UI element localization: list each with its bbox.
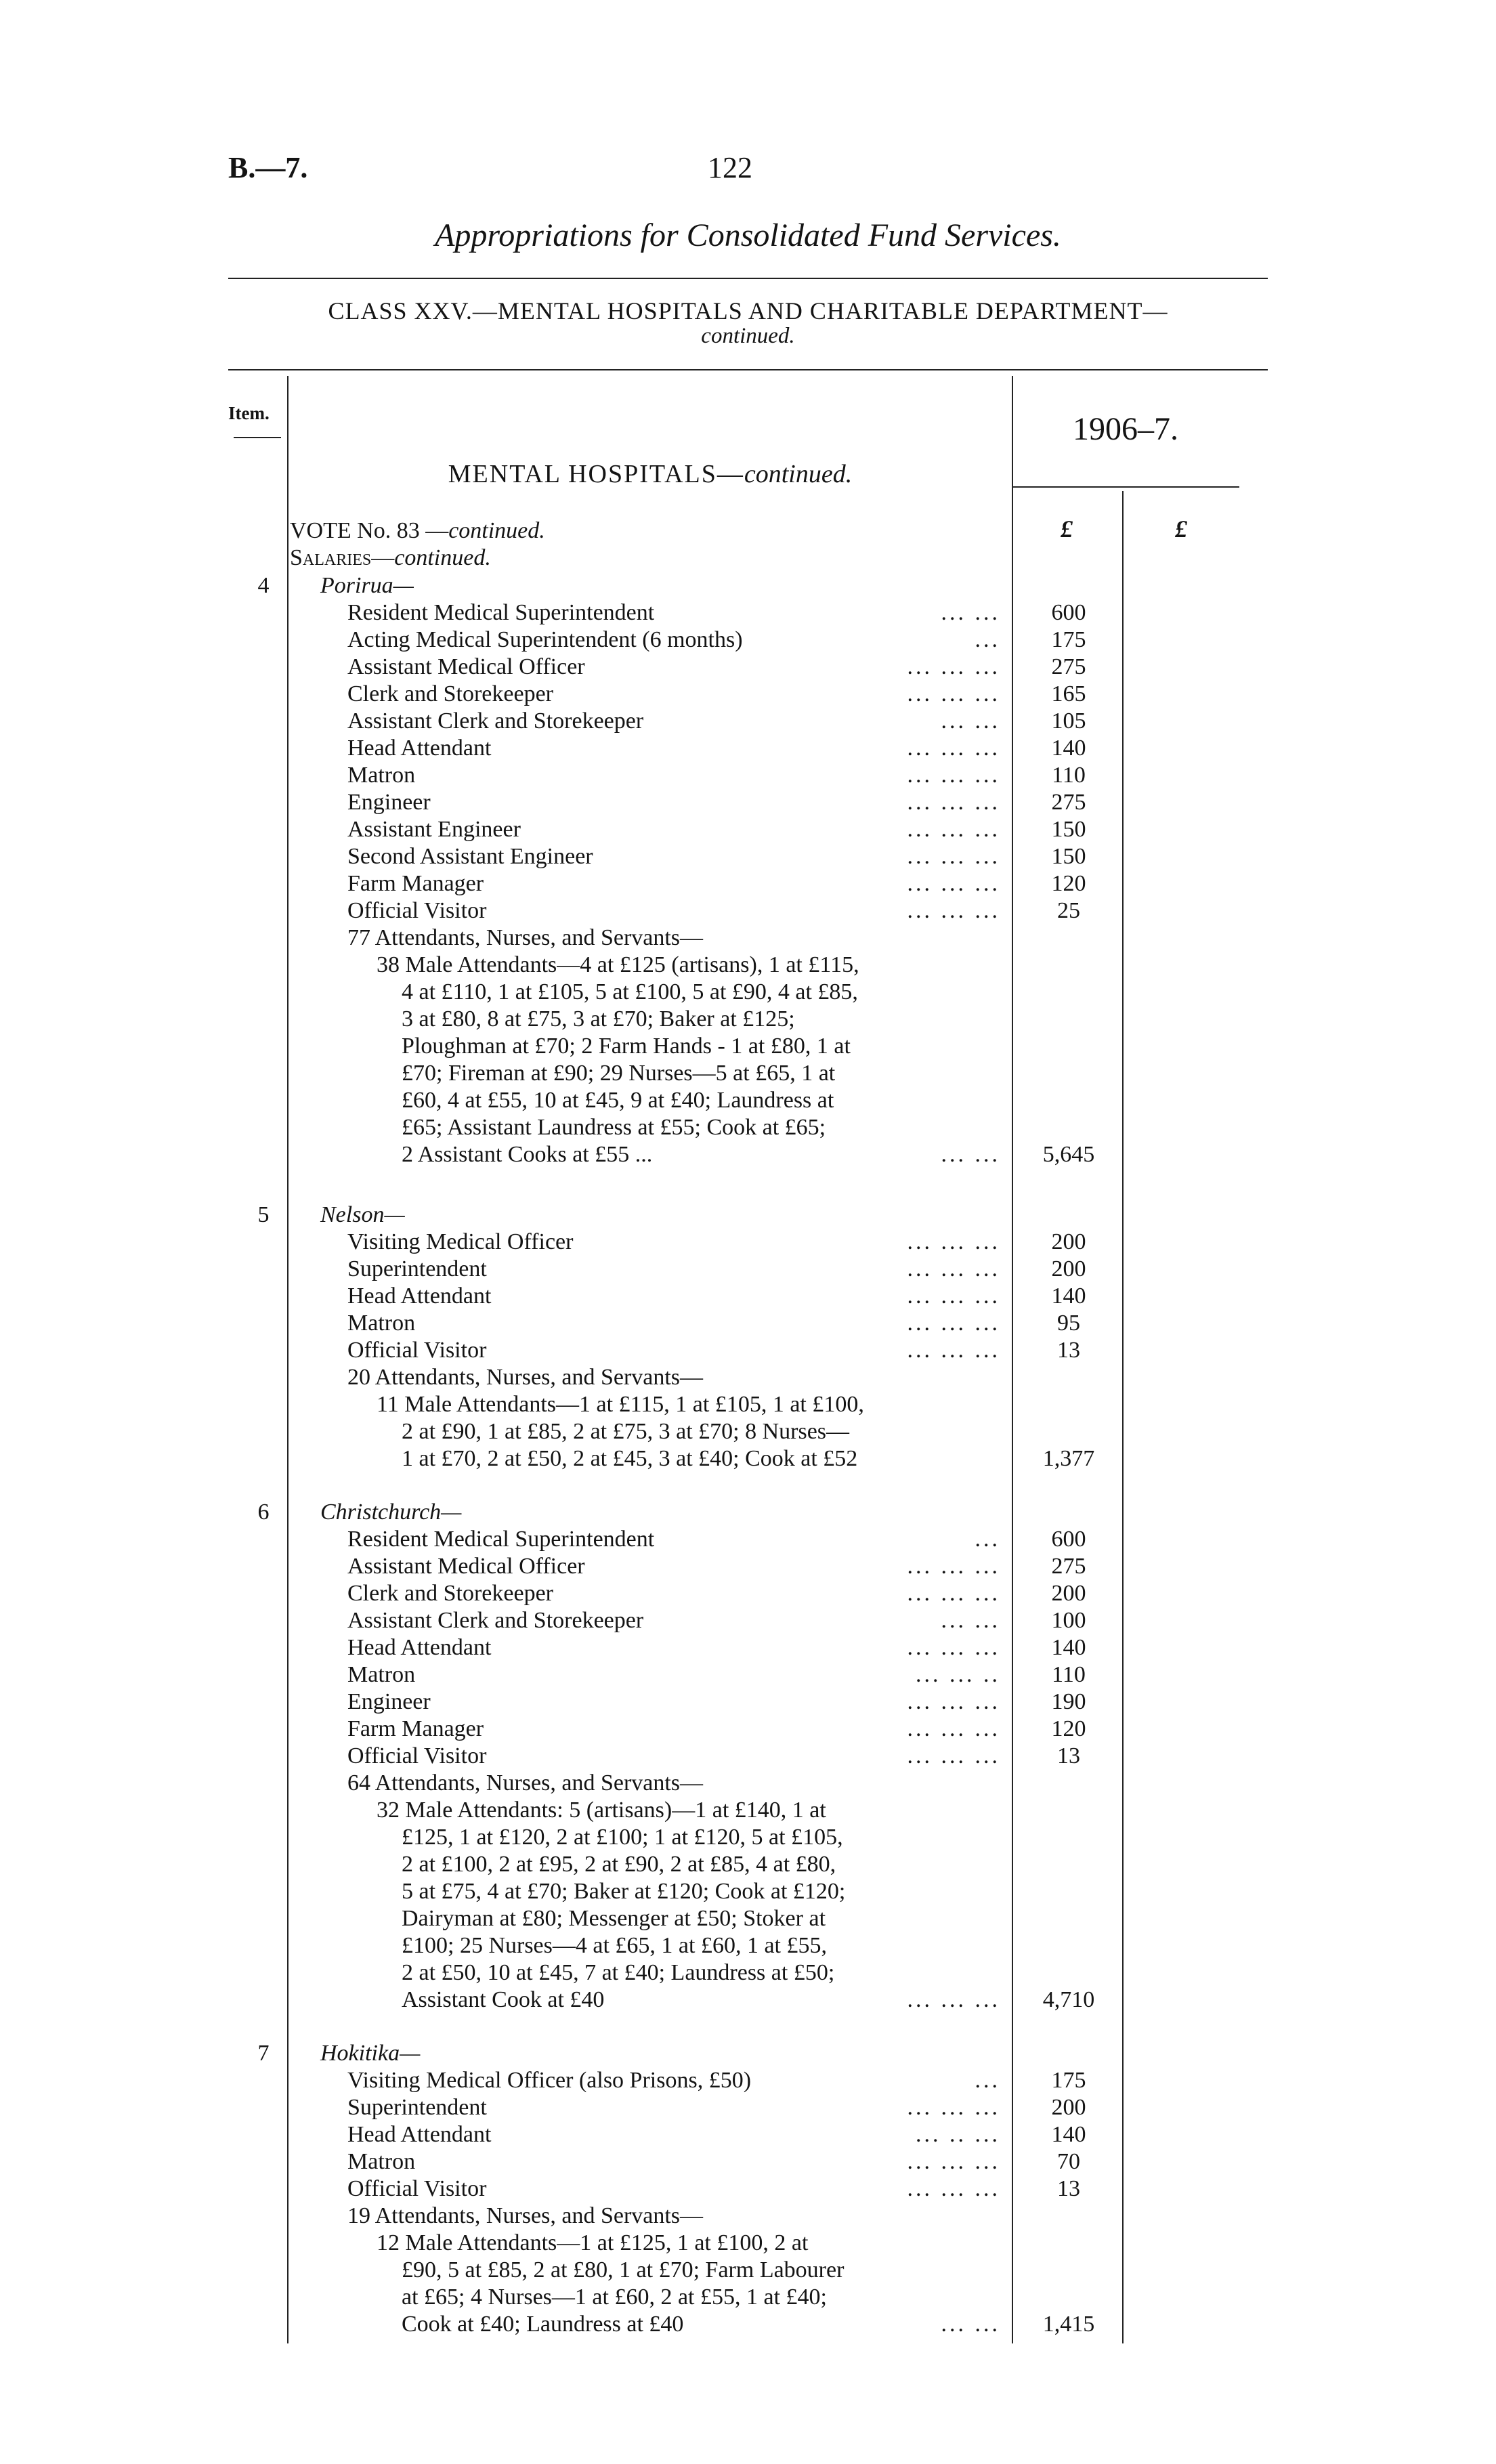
row-description: Clerk and Storekeeper [347,681,553,706]
row-description: Head Attendant [347,2122,492,2147]
appropriation-row [290,2067,1086,2094]
appropriation-row [290,1256,1086,1283]
row-description: 3 at £80, 8 at £75, 3 at £70; Baker at £125; [402,1006,795,1032]
row-amount: 275 [1051,790,1086,815]
row-amount: 13 [1057,1743,1080,1768]
row-amount: 120 [1051,1716,1086,1741]
item-column-header: Item. [228,403,270,423]
row-description: 19 Attendants, Nurses, and Servants— [347,2203,704,2228]
row-amount: 5,645 [1042,1142,1095,1167]
row-amount: 200 [1051,1256,1086,1281]
leader-dots: ... .. ... [916,2122,1000,2147]
row-description: Official Visitor [347,2176,487,2201]
row-amount: 200 [1051,1581,1086,1606]
row-amount: 105 [1051,708,1086,734]
document-code: B.—7. [228,151,308,184]
row-description: Matron [347,763,416,788]
row-description: Head Attendant [347,1635,492,1660]
row-description: Engineer [347,790,431,815]
row-description: 12 Male Attendants—1 at £125, 1 at £100, 2 at [377,2230,809,2255]
appropriation-row [290,2121,1086,2148]
appropriation-row [290,1418,1012,1445]
page-number: 122 [708,151,752,184]
item-column-rule [287,376,288,2343]
row-amount: 13 [1057,2176,1080,2201]
leader-dots: ... ... ... [907,1635,1000,1660]
row-description: Assistant Medical Officer [347,1554,585,1579]
leader-dots: ... ... .. [916,1662,1000,1687]
appropriation-row [290,789,1086,816]
row-description: Official Visitor [347,898,487,923]
row-description: Official Visitor [347,1743,487,1768]
row-amount: 13 [1057,1338,1080,1363]
salaries-continued: continued. [394,545,491,570]
leader-dots: ... ... [941,1142,1000,1167]
appropriation-row [290,1797,1012,1824]
leader-dots: ... ... ... [907,2095,1000,2120]
leader-dots: ... ... ... [907,790,1000,815]
leader-dots: ... ... ... [907,736,1000,761]
year-header: 1906–7. [1073,411,1178,447]
row-amount: 200 [1051,1229,1086,1254]
leader-dots: ... ... ... [907,1987,1000,2012]
item-heading [290,2040,1012,2067]
row-amount: 140 [1051,1283,1086,1309]
row-description: Official Visitor [347,1338,487,1363]
appropriation-row [290,2257,1012,2284]
leader-dots: ... ... ... [907,1716,1000,1741]
appropriation-row [290,1661,1086,1688]
row-description: 2 at £90, 1 at £85, 2 at £75, 3 at £70; 8 Nurses— [402,1419,850,1444]
row-description: 2 at £100, 2 at £95, 2 at £90, 2 at £85, 4 at £80, [402,1852,836,1877]
appropriation-row [290,2148,1080,2175]
row-amount: 140 [1051,1635,1086,1660]
item-number: 6 [257,1500,270,1525]
page-title: Appropriations for Consolidated Fund Services. [435,217,1061,253]
row-description: Resident Medical Superintendent [347,1527,655,1552]
appropriation-row [290,1087,1012,1114]
appropriation-row [290,1905,1012,1932]
row-description: 38 Male Attendants—4 at £125 (artisans), 1 at £115, [377,952,859,977]
year-header-rule [1012,486,1239,488]
row-amount: 150 [1051,844,1086,869]
row-description: £60, 4 at £55, 10 at £45, 9 at £40; Laundress at [402,1088,834,1113]
leader-dots: ... ... ... [907,2176,1000,2201]
row-amount: 600 [1051,1527,1086,1552]
row-description: Head Attendant [347,736,492,761]
leader-dots: ... [975,627,1000,652]
item-number: 4 [257,573,270,598]
row-description: Assistant Clerk and Storekeeper [347,708,644,734]
salaries-label: Salaries— [290,545,395,570]
row-amount: 70 [1057,2149,1080,2174]
appropriation-row [290,735,1086,762]
row-amount: 175 [1051,627,1086,652]
row-description: Resident Medical Superintendent [347,600,655,625]
row-description: £125, 1 at £120, 2 at £100; 1 at £120, 5 at £105, [402,1825,843,1850]
appropriation-row [290,1141,1095,1168]
row-description: Matron [347,1662,416,1687]
appropriation-row [290,1445,1095,1472]
row-description: Matron [347,2149,416,2174]
leader-dots: ... ... [941,2312,1000,2337]
appropriation-row [290,626,1086,654]
row-amount: 600 [1051,600,1086,625]
title-rule [228,278,1268,279]
leader-dots: ... ... ... [907,1689,1000,1714]
leader-dots: ... ... ... [907,763,1000,788]
row-description: 20 Attendants, Nurses, and Servants— [347,1365,704,1390]
appropriation-row [290,1743,1080,1770]
vote-line [290,517,1012,545]
appropriation-row [290,816,1086,843]
appropriation-row [290,2094,1086,2121]
row-description: Matron [347,1311,416,1336]
leader-dots: ... ... ... [907,1229,1000,1254]
row-description: 11 Male Attendants—1 at £115, 1 at £105, 1 at £100, [377,1392,864,1417]
item-heading-text: Hokitika— [320,2041,421,2066]
salaries-text [290,545,491,572]
appropriation-row [290,979,1012,1006]
row-description: Superintendent [347,2095,487,2120]
appropriation-row [290,1229,1086,1256]
row-description: 64 Attendants, Nurses, and Servants— [347,1770,704,1796]
row-description: Farm Manager [347,1716,484,1741]
item-heading [290,1499,1012,1526]
appropriation-row [290,1391,1012,1418]
row-description: 2 Assistant Cooks at £55 ... [402,1142,653,1167]
class-heading-continued: continued. [701,324,795,348]
row-amount: 275 [1051,1554,1086,1579]
leader-dots: ... ... [941,600,1000,625]
appropriation-row [290,1310,1080,1337]
class-heading: CLASS XXV.—MENTAL HOSPITALS AND CHARITABLE DEPARTMENT— [328,297,1168,324]
item-heading-text: Porirua— [320,573,414,598]
vote-text [290,517,545,545]
appropriation-row [290,681,1086,708]
leader-dots: ... ... ... [907,1311,1000,1336]
appropriation-row [290,1770,1012,1797]
appropriation-row [290,708,1086,735]
appropriation-row [290,952,1012,979]
row-description: 77 Attendants, Nurses, and Servants— [347,925,704,950]
leader-dots: ... ... [941,708,1000,734]
row-description: Ploughman at £70; 2 Farm Hands - 1 at £80, 1 at [402,1034,851,1059]
appropriation-row [290,1283,1086,1310]
section-heading-continued: continued. [744,460,853,488]
subtotal-column-rule [1122,491,1124,2343]
appropriation-row [290,1634,1086,1661]
row-amount: 1,377 [1042,1446,1095,1471]
row-description: at £65; 4 Nurses—1 at £60, 2 at £55, 1 at £40; [402,2285,827,2310]
row-description: 4 at £110, 1 at £105, 5 at £100, 5 at £90, 4 at £85, [402,979,858,1004]
appropriation-row [290,654,1086,681]
row-description: Cook at £40; Laundress at £40 [402,2312,684,2337]
row-description: Second Assistant Engineer [347,844,593,869]
row-description: Head Attendant [347,1283,492,1309]
appropriation-row [290,897,1080,925]
item-heading-text: Christchurch— [320,1500,462,1525]
row-description: 1 at £70, 2 at £50, 2 at £45, 3 at £40; Cook at £52 [402,1446,858,1471]
row-description: Dairyman at £80; Messenger at £50; Stoker at [402,1906,826,1931]
row-amount: 140 [1051,2122,1086,2147]
row-description: Farm Manager [347,871,484,896]
item-number: 7 [257,2041,270,2066]
appropriation-row [290,1114,1012,1141]
row-description: Acting Medical Superintendent (6 months) [347,627,743,652]
row-amount: 4,710 [1042,1987,1095,2012]
appropriation-row [290,1337,1080,1364]
row-amount: 165 [1051,681,1086,706]
row-amount: 100 [1051,1608,1086,1633]
vote-continued: continued. [448,518,545,543]
salaries-line [290,545,1012,572]
appropriation-row [290,1932,1012,1959]
item-heading [290,1202,1012,1229]
appropriation-row [290,1851,1012,1878]
appropriation-row [290,599,1086,626]
row-amount: 190 [1051,1689,1086,1714]
appropriation-row [290,1688,1086,1716]
appropriation-row [290,925,1012,952]
appropriation-row [290,762,1086,789]
appropriation-row [290,1878,1012,1905]
appropriation-row [290,1526,1086,1553]
row-amount: 1,415 [1042,2312,1095,2337]
appropriation-row [290,1006,1012,1033]
appropriation-row [290,1987,1095,2014]
leader-dots: ... ... ... [907,817,1000,842]
appropriation-row [290,2230,1012,2257]
appropriation-row [290,1824,1012,1851]
row-description: 2 at £50, 10 at £45, 7 at £40; Laundress at £50; [402,1960,835,1985]
appropriation-row [290,2311,1095,2338]
item-heading-text: Nelson— [320,1202,405,1227]
section-heading-text: MENTAL HOSPITALS— [448,460,744,488]
row-description: Assistant Clerk and Storekeeper [347,1608,644,1633]
row-amount: 175 [1051,2068,1086,2093]
row-description: Engineer [347,1689,431,1714]
leader-dots: ... ... ... [907,1283,1000,1309]
row-description: Visiting Medical Officer (also Prisons, £50) [347,2068,752,2093]
row-amount: 110 [1052,763,1086,788]
currency-header-2: £ [1175,515,1187,543]
table-top-rule [228,369,1268,370]
appropriation-row [290,1959,1012,1987]
leader-dots: ... ... ... [907,898,1000,923]
leader-dots: ... ... ... [907,844,1000,869]
row-description: Clerk and Storekeeper [347,1581,553,1606]
row-description: Assistant Medical Officer [347,654,585,679]
row-description: 32 Male Attendants: 5 (artisans)—1 at £140, 1 at [377,1798,826,1823]
leader-dots: ... [975,1527,1000,1552]
row-description: £65; Assistant Laundress at £55; Cook at £65; [402,1115,826,1140]
row-description: £90, 5 at £85, 2 at £80, 1 at £70; Farm Labourer [402,2257,845,2282]
appropriation-row [290,1553,1086,1580]
leader-dots: ... ... ... [907,1256,1000,1281]
appropriation-row [290,2203,1012,2230]
item-header-underline [234,437,281,438]
row-amount: 200 [1051,2095,1086,2120]
row-amount: 95 [1057,1311,1080,1336]
row-amount: 150 [1051,817,1086,842]
vote-number: VOTE No. 83 — [290,518,449,543]
row-description: Superintendent [347,1256,487,1281]
row-description: £100; 25 Nurses—4 at £65, 1 at £60, 1 at £55, [402,1933,827,1958]
leader-dots: ... [975,2068,1000,2093]
row-amount: 25 [1057,898,1080,923]
section-heading [291,459,1009,489]
leader-dots: ... ... ... [907,1554,1000,1579]
appropriation-row [290,1364,1012,1391]
row-amount: 110 [1052,1662,1086,1687]
appropriation-row [290,1716,1086,1743]
leader-dots: ... ... ... [907,654,1000,679]
row-amount: 120 [1051,871,1086,896]
appropriation-row [290,1060,1012,1087]
appropriation-row [290,1033,1012,1060]
currency-header-1: £ [1061,515,1073,543]
appropriation-row [290,1580,1086,1607]
leader-dots: ... ... [941,1608,1000,1633]
leader-dots: ... ... ... [907,1743,1000,1768]
appropriation-row [290,870,1086,897]
appropriation-row [290,2175,1080,2203]
row-description: Assistant Cook at £40 [402,1987,605,2012]
leader-dots: ... ... ... [907,681,1000,706]
item-heading [290,572,1012,599]
row-amount: 275 [1051,654,1086,679]
leader-dots: ... ... ... [907,871,1000,896]
row-description: Visiting Medical Officer [347,1229,574,1254]
appropriation-row [290,843,1086,870]
row-description: £70; Fireman at £90; 29 Nurses—5 at £65, 1 at [402,1061,836,1086]
leader-dots: ... ... ... [907,1338,1000,1363]
item-number: 5 [257,1202,270,1227]
row-description: Assistant Engineer [347,817,521,842]
appropriation-row [290,2284,1012,2311]
leader-dots: ... ... ... [907,1581,1000,1606]
leader-dots: ... ... ... [907,2149,1000,2174]
appropriation-row [290,1607,1086,1634]
row-description: 5 at £75, 4 at £70; Baker at £120; Cook at £120; [402,1879,846,1904]
row-amount: 140 [1051,736,1086,761]
